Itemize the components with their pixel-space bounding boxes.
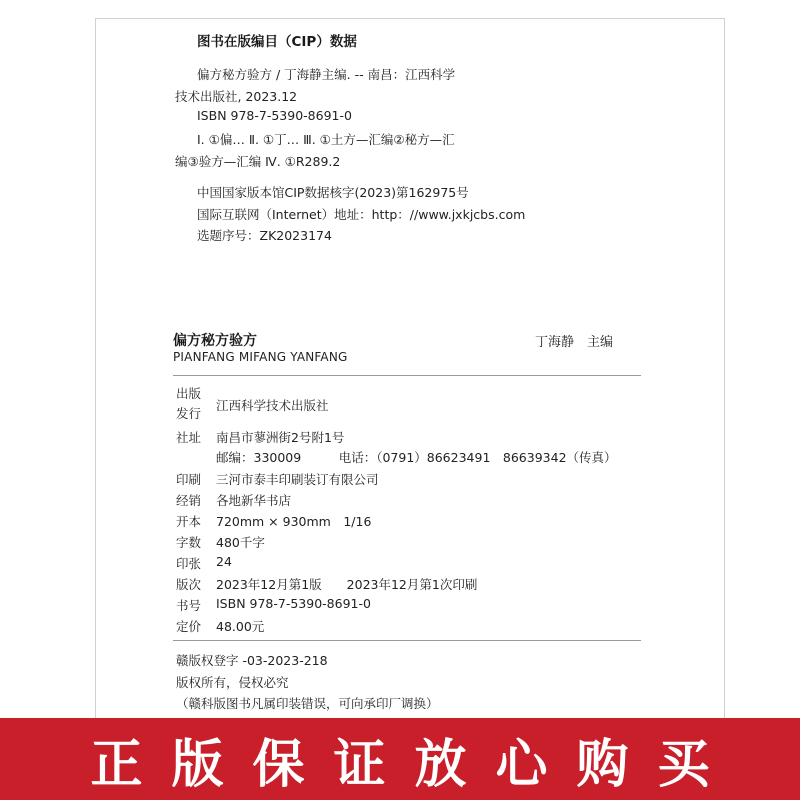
publish-label-2: 发行 [176, 406, 202, 421]
words-label: 字数 [176, 535, 202, 550]
cip-line-4: Ⅰ. ①偏… Ⅱ. ①丁… Ⅲ. ①土方—汇编②秘方—汇 [197, 132, 455, 147]
publisher-value: 江西科学技术出版社 [216, 398, 329, 413]
distribute-label: 经销 [176, 493, 202, 508]
words-value: 480千字 [216, 535, 265, 550]
print-label: 印刷 [176, 472, 202, 487]
book-editor: 丁海静 主编 [535, 335, 614, 350]
cip-note-3: 选题序号：ZK2023174 [197, 228, 332, 243]
cip-title: 图书在版编目（CIP）数据 [197, 34, 357, 50]
sheets-value: 24 [216, 554, 232, 569]
cip-note-2: 国际互联网（Internet）地址：http：//www.jxkjcbs.com [197, 207, 526, 222]
price-value: 48.00元 [216, 619, 265, 634]
sheets-label: 印张 [176, 556, 202, 571]
isbn-label: 书号 [176, 598, 202, 613]
cip-note-1: 中国国家版本馆CIP数据核字(2023)第162975号 [197, 185, 469, 200]
book-title: 偏方秘方验方 [173, 333, 257, 349]
edition-label: 版次 [176, 577, 202, 592]
edition-value: 2023年12月第1版 2023年12月第1次印刷 [216, 577, 478, 592]
print-error-notice: （赣科版图书凡属印装错误，可向承印厂调换） [176, 696, 439, 711]
cip-line-1: 偏方秘方验方 / 丁海静主编. -- 南昌：江西科学 [197, 67, 456, 82]
cip-line-3: ISBN 978-7-5390-8691-0 [197, 108, 352, 123]
printer-value: 三河市泰丰印刷装订有限公司 [216, 472, 379, 487]
divider-top [173, 375, 641, 376]
isbn-value: ISBN 978-7-5390-8691-0 [216, 596, 371, 611]
rights-statement: 版权所有，侵权必究 [176, 675, 289, 690]
cip-line-2: 技术出版社, 2023.12 [175, 89, 298, 104]
address-label: 社址 [176, 430, 202, 445]
cip-line-5: 编③验方—汇编 Ⅳ. ①R289.2 [175, 154, 341, 169]
register-number: 赣版权登字 -03-2023-218 [176, 653, 328, 668]
contact-value: 邮编：330009 电话：（0791）86623491 86639342（传真） [216, 450, 617, 465]
guarantee-banner [0, 718, 800, 800]
price-label: 定价 [176, 619, 202, 634]
format-value: 720mm × 930mm 1/16 [216, 514, 372, 529]
distributor-value: 各地新华书店 [216, 493, 292, 508]
format-label: 开本 [176, 514, 202, 529]
book-pinyin: PIANFANG MIFANG YANFANG [173, 350, 348, 364]
divider-bottom [173, 640, 641, 641]
address-value: 南昌市蓼洲街2号附1号 [216, 430, 345, 445]
guarantee-banner-text: 正版保证放心购买 [90, 734, 739, 795]
publish-label-1: 出版 [176, 386, 202, 401]
